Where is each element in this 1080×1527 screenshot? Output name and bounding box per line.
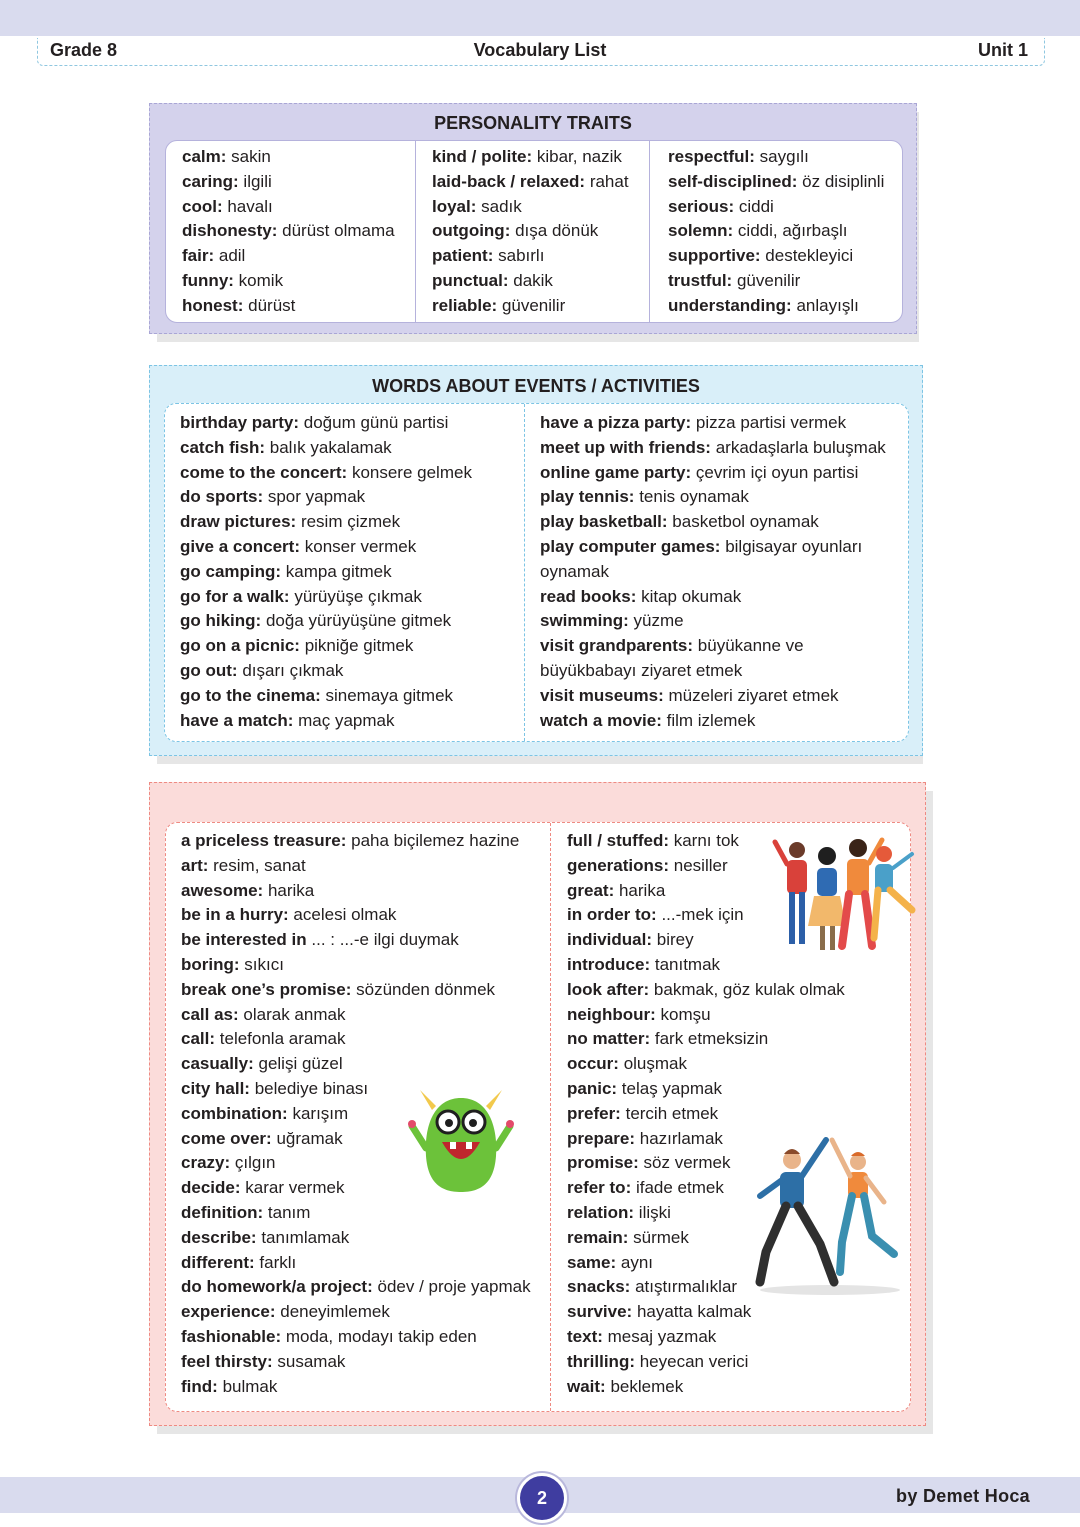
vocab-entry bbox=[432, 145, 629, 170]
vocab-entry bbox=[567, 1350, 845, 1375]
vocab-entry bbox=[540, 560, 886, 585]
vocab-term: call as: bbox=[181, 1004, 239, 1024]
vocab-term: supportive: bbox=[668, 246, 761, 266]
vocab-entry bbox=[180, 461, 472, 486]
vocab-entry bbox=[181, 1052, 531, 1077]
vocab-meaning: komik bbox=[238, 270, 284, 290]
vocab-meaning: sabırlı bbox=[498, 246, 545, 266]
vocab-meaning: basketbol oynamak bbox=[672, 512, 819, 532]
vocab-entry bbox=[181, 1375, 531, 1400]
vocab-meaning: birey bbox=[656, 930, 694, 950]
vocab-meaning: konser vermek bbox=[304, 536, 417, 556]
vocab-term: online game party: bbox=[540, 462, 692, 482]
vocab-term: swimming: bbox=[540, 611, 629, 631]
vocab-meaning: nesiller bbox=[673, 855, 728, 875]
vocab-term: text: bbox=[567, 1326, 603, 1346]
vocab-entry bbox=[540, 485, 886, 510]
vocab-meaning: moda, modayı takip eden bbox=[285, 1326, 477, 1346]
vocab-term: loyal: bbox=[432, 196, 477, 216]
vocab-meaning: sinemaya gitmek bbox=[325, 685, 454, 705]
personality-traits-title: PERSONALITY TRAITS bbox=[434, 113, 632, 133]
vocab-entry bbox=[668, 170, 884, 195]
personality-traits-panel bbox=[149, 103, 917, 334]
vocab-term: no matter: bbox=[567, 1029, 651, 1049]
vocab-entry bbox=[540, 535, 886, 560]
vocab-term: self-disciplined: bbox=[668, 171, 798, 191]
vocab-meaning: konsere gelmek bbox=[351, 462, 472, 482]
vocab-entry bbox=[432, 219, 629, 244]
vocab-entry bbox=[180, 510, 472, 535]
vocab-term: dishonesty: bbox=[182, 221, 278, 241]
vocab-meaning: dürüst olmama bbox=[282, 221, 395, 241]
vocab-meaning: komşu bbox=[660, 1004, 711, 1024]
vocab-term: neighbour: bbox=[567, 1004, 656, 1024]
vocab-meaning: tercih etmek bbox=[625, 1103, 719, 1123]
vocab-term: laid-back / relaxed: bbox=[432, 171, 586, 191]
vocab-meaning: tanıtmak bbox=[654, 954, 721, 974]
unit-label: Unit 1 bbox=[977, 40, 1028, 60]
vocab-entry bbox=[540, 659, 886, 684]
vocab-meaning: mesaj yazmak bbox=[607, 1326, 717, 1346]
vocab-meaning: anlayışlı bbox=[796, 295, 859, 315]
vocab-entry bbox=[181, 1003, 531, 1028]
vocab-meaning: kitap okumak bbox=[641, 586, 742, 606]
vocab-entry bbox=[182, 219, 395, 244]
vocab-term: be interested in bbox=[181, 930, 307, 950]
personality-col-2 bbox=[432, 145, 629, 319]
vocab-term: experience: bbox=[181, 1302, 276, 1322]
vocab-entry bbox=[567, 1300, 845, 1325]
vocab-term: boring: bbox=[181, 954, 240, 974]
vocab-term: punctual: bbox=[432, 270, 509, 290]
vocab-term: describe: bbox=[181, 1227, 257, 1247]
vocab-entry bbox=[567, 1003, 845, 1028]
vocab-term: read books: bbox=[540, 586, 637, 606]
vocab-meaning: söz vermek bbox=[643, 1153, 731, 1173]
column-divider bbox=[649, 141, 650, 322]
vocab-meaning: oynamak bbox=[540, 561, 609, 581]
vocab-term: go camping: bbox=[180, 561, 282, 581]
vocab-meaning: olarak anmak bbox=[243, 1004, 346, 1024]
vocab-entry bbox=[432, 294, 629, 319]
vocab-meaning: destekleyici bbox=[765, 246, 854, 266]
vocab-term: survive: bbox=[567, 1302, 633, 1322]
page-number: 2 bbox=[517, 1473, 567, 1523]
vocab-entry bbox=[180, 560, 472, 585]
vocab-meaning: paha biçilemez hazine bbox=[351, 831, 520, 850]
vocab-meaning: ...-mek için bbox=[661, 905, 744, 925]
vocab-entry bbox=[181, 928, 531, 953]
vocab-meaning: pizza partisi vermek bbox=[695, 413, 847, 432]
vocab-meaning: pikniğe gitmek bbox=[304, 636, 414, 656]
vocab-entry bbox=[540, 411, 886, 436]
vocab-term: awesome: bbox=[181, 880, 264, 900]
vocab-meaning: ilişki bbox=[638, 1202, 671, 1222]
vocab-term: go on a picnic: bbox=[180, 636, 300, 656]
vocab-meaning: kibar, nazik bbox=[536, 147, 622, 166]
vocab-term: kind / polite: bbox=[432, 147, 533, 166]
vocab-meaning: dürüst bbox=[248, 295, 296, 315]
vocab-meaning: büyükanne ve bbox=[697, 636, 804, 656]
vocab-term: understanding: bbox=[668, 295, 792, 315]
vocab-entry bbox=[180, 585, 472, 610]
vocab-entry bbox=[181, 1226, 531, 1251]
vocab-term: respectful: bbox=[668, 147, 755, 166]
vocab-entry bbox=[567, 978, 845, 1003]
vocab-term: same: bbox=[567, 1252, 617, 1272]
grade-label: Grade 8 bbox=[50, 40, 118, 60]
vocab-term: remain: bbox=[567, 1227, 629, 1247]
vocab-term: solemn: bbox=[668, 221, 734, 241]
vocab-term: generations: bbox=[567, 855, 670, 875]
vocab-meaning: oluşmak bbox=[623, 1054, 688, 1074]
vocab-meaning: telaş yapmak bbox=[621, 1078, 722, 1098]
vocab-term: fair: bbox=[182, 246, 215, 266]
vocab-meaning: belediye binası bbox=[254, 1078, 369, 1098]
vocab-entry bbox=[182, 170, 395, 195]
vocab-term: birthday party: bbox=[180, 413, 300, 432]
vocab-term: decide: bbox=[181, 1178, 241, 1198]
vocab-term: casually: bbox=[181, 1054, 254, 1074]
vocab-entry bbox=[567, 1027, 845, 1052]
vocab-term: play computer games: bbox=[540, 536, 721, 556]
vocab-meaning: tenis oynamak bbox=[639, 487, 749, 507]
events-col-1 bbox=[180, 411, 472, 733]
vocab-term: go out: bbox=[180, 660, 238, 680]
vocab-meaning: çılgın bbox=[234, 1153, 276, 1173]
vocab-term: city hall: bbox=[181, 1078, 250, 1098]
vocab-meaning: ifade etmek bbox=[635, 1178, 724, 1198]
vocab-entry bbox=[180, 411, 472, 436]
vocab-entry bbox=[432, 244, 629, 269]
vocab-meaning: güvenilir bbox=[501, 295, 566, 315]
vocab-meaning: ciddi bbox=[738, 196, 774, 216]
vocab-entry bbox=[181, 1275, 531, 1300]
column-divider bbox=[415, 141, 416, 322]
vocab-term: patient: bbox=[432, 246, 494, 266]
vocab-meaning: karışım bbox=[292, 1103, 349, 1123]
vocab-entry bbox=[181, 854, 531, 879]
vocab-entry bbox=[180, 709, 472, 734]
vocab-meaning: susamak bbox=[277, 1351, 346, 1371]
vocab-meaning: çevrim içi oyun partisi bbox=[695, 462, 859, 482]
vocab-entry bbox=[540, 684, 886, 709]
vocab-entry bbox=[181, 953, 531, 978]
vocab-term: play basketball: bbox=[540, 512, 668, 532]
vocab-entry bbox=[567, 1102, 845, 1127]
vocab-term: be in a hurry: bbox=[181, 905, 289, 925]
vocab-term: do sports: bbox=[180, 487, 264, 507]
vocab-entry bbox=[432, 195, 629, 220]
vocab-meaning: deneyimlemek bbox=[280, 1302, 390, 1322]
vocab-term: outgoing: bbox=[432, 221, 511, 241]
vocab-entry bbox=[180, 684, 472, 709]
vocab-entry bbox=[181, 1251, 531, 1276]
vocab-meaning: sakin bbox=[231, 147, 271, 166]
vocab-term: full / stuffed: bbox=[567, 831, 669, 850]
vocab-entry bbox=[182, 294, 395, 319]
vocab-term: look after: bbox=[567, 979, 650, 999]
events-activities-panel bbox=[149, 365, 923, 756]
vocab-meaning: havalı bbox=[227, 196, 273, 216]
vocab-term: relation: bbox=[567, 1202, 635, 1222]
vocab-term: different: bbox=[181, 1252, 255, 1272]
vocab-meaning: aynı bbox=[620, 1252, 654, 1272]
vocab-meaning: yürüyüşe çıkmak bbox=[294, 586, 422, 606]
vocab-meaning: dakik bbox=[513, 270, 553, 290]
vocab-meaning: rahat bbox=[589, 171, 629, 191]
vocab-entry bbox=[668, 294, 884, 319]
vocab-term: cool: bbox=[182, 196, 223, 216]
top-band bbox=[0, 0, 1080, 36]
vocab-meaning: bulmak bbox=[222, 1376, 278, 1396]
vocab-meaning: ciddi, ağırbaşlı bbox=[737, 221, 848, 241]
vocab-term: play tennis: bbox=[540, 487, 635, 507]
author-credit: by Demet Hoca bbox=[896, 1486, 1030, 1506]
column-divider bbox=[524, 404, 525, 741]
vocab-entry bbox=[182, 269, 395, 294]
vocab-term: draw pictures: bbox=[180, 512, 297, 532]
vocab-term: caring: bbox=[182, 171, 239, 191]
high-five-illustration bbox=[752, 1132, 902, 1297]
vocab-entry bbox=[540, 436, 886, 461]
vocab-entry bbox=[182, 195, 395, 220]
vocab-meaning: hayatta kalmak bbox=[636, 1302, 752, 1322]
personality-col-3 bbox=[668, 145, 884, 319]
vocab-meaning: doğa yürüyüşüne gitmek bbox=[265, 611, 452, 631]
vocab-meaning: bilgisayar oyunları bbox=[725, 536, 863, 556]
vocab-meaning: karnı tok bbox=[673, 831, 739, 850]
vocab-term: thrilling: bbox=[567, 1351, 635, 1371]
vocab-term: in order to: bbox=[567, 905, 657, 925]
vocab-entry bbox=[181, 1325, 531, 1350]
vocab-meaning: adil bbox=[218, 246, 246, 266]
vocab-meaning: harika bbox=[618, 880, 666, 900]
vocab-meaning: kampa gitmek bbox=[285, 561, 392, 581]
vocab-entry bbox=[567, 1077, 845, 1102]
vocab-entry bbox=[181, 903, 531, 928]
vocab-term: call: bbox=[181, 1029, 216, 1049]
vocab-meaning: dışa dönük bbox=[515, 221, 599, 241]
friends-group-illustration bbox=[772, 828, 922, 958]
vocab-term: occur: bbox=[567, 1054, 619, 1074]
vocab-meaning: hazırlamak bbox=[639, 1128, 723, 1148]
vocab-meaning: ödev / proje yapmak bbox=[377, 1277, 531, 1297]
vocab-entry bbox=[432, 269, 629, 294]
vocab-term: go hiking: bbox=[180, 611, 262, 631]
vocab-entry bbox=[181, 1300, 531, 1325]
vocab-entry bbox=[432, 170, 629, 195]
vocab-entry bbox=[540, 510, 886, 535]
vocab-term: fashionable: bbox=[181, 1326, 282, 1346]
vocab-term: go to the cinema: bbox=[180, 685, 321, 705]
vocab-entry bbox=[181, 978, 531, 1003]
vocab-term: snacks: bbox=[567, 1277, 631, 1297]
vocab-term: come over: bbox=[181, 1128, 272, 1148]
vocab-entry bbox=[668, 244, 884, 269]
vocab-entry bbox=[540, 585, 886, 610]
vocab-term: reliable: bbox=[432, 295, 498, 315]
vocab-term: honest: bbox=[182, 295, 244, 315]
vocab-meaning: büyükbabayı ziyaret etmek bbox=[540, 660, 743, 680]
vocab-term: prepare: bbox=[567, 1128, 636, 1148]
vocab-entry bbox=[668, 269, 884, 294]
vocab-entry bbox=[567, 1052, 845, 1077]
vocab-meaning: uğramak bbox=[276, 1128, 343, 1148]
vocab-term: visit museums: bbox=[540, 685, 664, 705]
vocab-term: refer to: bbox=[567, 1178, 632, 1198]
vocab-term: feel thirsty: bbox=[181, 1351, 273, 1371]
vocab-entry bbox=[540, 634, 886, 659]
vocab-meaning: ilgili bbox=[243, 171, 272, 191]
vocab-term: catch fish: bbox=[180, 437, 266, 457]
vocab-term: give a concert: bbox=[180, 536, 300, 556]
vocab-term: go for a walk: bbox=[180, 586, 290, 606]
vocab-meaning: atıştırmalıklar bbox=[635, 1277, 738, 1297]
vocab-meaning: balık yakalamak bbox=[269, 437, 392, 457]
vocab-meaning: dışarı çıkmak bbox=[242, 660, 344, 680]
vocab-meaning: farklı bbox=[259, 1252, 297, 1272]
vocab-term: prefer: bbox=[567, 1103, 621, 1123]
vocab-term: panic: bbox=[567, 1078, 618, 1098]
vocab-term: break one’s promise: bbox=[181, 979, 352, 999]
vocab-term: meet up with friends: bbox=[540, 437, 711, 457]
vocab-term: promise: bbox=[567, 1153, 639, 1173]
vocab-meaning: güvenilir bbox=[736, 270, 801, 290]
vocab-entry bbox=[567, 1375, 845, 1400]
vocab-entry bbox=[180, 609, 472, 634]
vocab-term: individual: bbox=[567, 930, 652, 950]
vocab-term: funny: bbox=[182, 270, 234, 290]
vocab-meaning: sözünden dönmek bbox=[356, 979, 496, 999]
vocab-term: have a pizza party: bbox=[540, 413, 692, 432]
vocab-meaning: arkadaşlarla buluşmak bbox=[715, 437, 886, 457]
vocab-meaning: tanım bbox=[267, 1202, 311, 1222]
vocab-entry bbox=[180, 436, 472, 461]
events-activities-title: WORDS ABOUT EVENTS / ACTIVITIES bbox=[372, 376, 700, 396]
vocab-term: come to the concert: bbox=[180, 462, 348, 482]
vocab-term: wait: bbox=[567, 1376, 606, 1396]
vocab-entry bbox=[540, 461, 886, 486]
vocab-entry bbox=[180, 659, 472, 684]
vocab-entry bbox=[180, 485, 472, 510]
personality-col-1 bbox=[182, 145, 395, 319]
vocab-entry bbox=[180, 535, 472, 560]
events-activities-box bbox=[164, 403, 909, 742]
vocab-meaning: telefonla aramak bbox=[219, 1029, 346, 1049]
vocab-term: serious: bbox=[668, 196, 735, 216]
vocab-meaning: bakmak, göz kulak olmak bbox=[653, 979, 845, 999]
vocab-meaning: öz disiplinli bbox=[802, 171, 885, 191]
monster-illustration bbox=[406, 1084, 516, 1196]
vocab-meaning: beklemek bbox=[610, 1376, 684, 1396]
page-title: Vocabulary List bbox=[473, 40, 607, 60]
vocab-entry bbox=[567, 1325, 845, 1350]
vocab-entry bbox=[540, 709, 886, 734]
vocab-term: calm: bbox=[182, 147, 227, 166]
vocab-meaning: doğum günü partisi bbox=[303, 413, 449, 432]
vocab-meaning: müzeleri ziyaret etmek bbox=[668, 685, 839, 705]
events-col-2 bbox=[540, 411, 886, 733]
vocab-meaning: karar vermek bbox=[245, 1178, 345, 1198]
vocab-term: watch a movie: bbox=[540, 710, 662, 730]
vocab-meaning: saygılı bbox=[759, 147, 809, 166]
vocab-entry bbox=[180, 634, 472, 659]
vocab-meaning: film izlemek bbox=[666, 710, 756, 730]
vocab-meaning: maç yapmak bbox=[298, 710, 395, 730]
vocab-meaning: spor yapmak bbox=[267, 487, 366, 507]
vocab-term: great: bbox=[567, 880, 615, 900]
vocab-meaning: resim çizmek bbox=[300, 512, 401, 532]
vocab-entry bbox=[668, 195, 884, 220]
vocab-meaning: gelişi güzel bbox=[258, 1054, 343, 1074]
vocab-meaning: ... : ...-e ilgi duymak bbox=[311, 930, 459, 950]
vocab-meaning: sürmek bbox=[633, 1227, 689, 1247]
vocab-term: a priceless treasure: bbox=[181, 831, 347, 850]
vocab-term: combination: bbox=[181, 1103, 288, 1123]
vocab-term: definition: bbox=[181, 1202, 264, 1222]
vocab-entry bbox=[181, 879, 531, 904]
vocab-term: do homework/a project: bbox=[181, 1277, 373, 1297]
personality-traits-box bbox=[165, 140, 903, 323]
vocab-term: introduce: bbox=[567, 954, 651, 974]
vocab-meaning: resim, sanat bbox=[213, 855, 306, 875]
vocab-entry bbox=[181, 829, 531, 854]
vocab-entry bbox=[540, 609, 886, 634]
vocab-entry bbox=[181, 1350, 531, 1375]
vocab-term: have a match: bbox=[180, 710, 294, 730]
vocab-term: art: bbox=[181, 855, 209, 875]
vocab-meaning: fark etmeksizin bbox=[654, 1029, 769, 1049]
vocab-meaning: sıkıcı bbox=[244, 954, 284, 974]
vocab-entry bbox=[182, 145, 395, 170]
vocab-term: trustful: bbox=[668, 270, 733, 290]
vocab-term: find: bbox=[181, 1376, 218, 1396]
vocab-meaning: sadık bbox=[481, 196, 522, 216]
vocab-term: visit grandparents: bbox=[540, 636, 694, 656]
vocab-meaning: acelesi olmak bbox=[293, 905, 397, 925]
vocab-entry bbox=[182, 244, 395, 269]
vocab-entry bbox=[181, 1027, 531, 1052]
vocab-entry bbox=[668, 145, 884, 170]
vocab-meaning: tanımlamak bbox=[261, 1227, 350, 1247]
vocab-meaning: heyecan verici bbox=[639, 1351, 749, 1371]
vocab-term: crazy: bbox=[181, 1153, 231, 1173]
vocab-meaning: yüzme bbox=[633, 611, 684, 631]
column-divider bbox=[550, 823, 551, 1411]
vocab-meaning: harika bbox=[267, 880, 315, 900]
vocab-entry bbox=[181, 1201, 531, 1226]
vocab-entry bbox=[668, 219, 884, 244]
